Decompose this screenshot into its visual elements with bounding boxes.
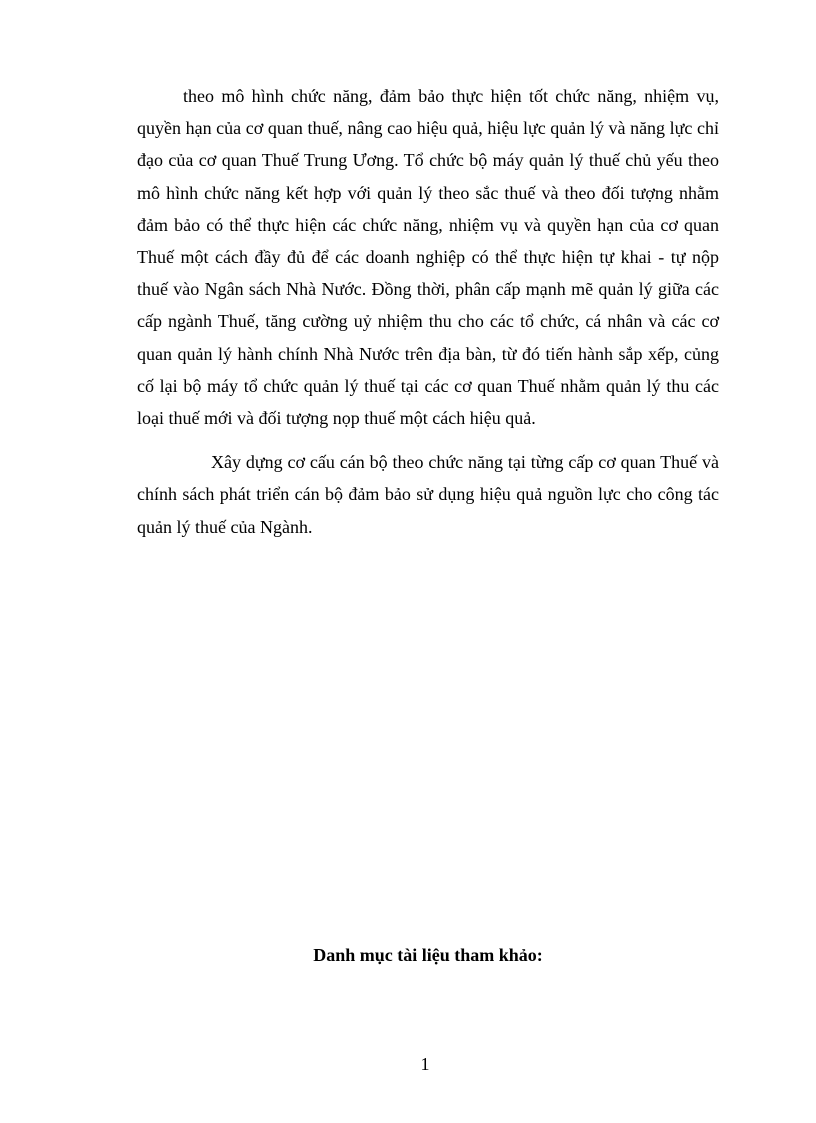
references-heading: Danh mục tài liệu tham khảo: [313, 945, 543, 965]
paragraph-2: Xây dựng cơ cấu cán bộ theo chức năng tại từng cấp cơ quan Thuế và chính sách phát triển cán bộ đảm bảo sử dụng hiệu quả nguồn lực cho công tác quản lý thuế của Ngành. [137, 452, 719, 537]
body-text [137, 80, 719, 543]
paragraph-1: theo mô hình chức năng, đảm bảo thực hiện tốt chức năng, nhiệm vụ, quyền hạn của cơ quan thuế, nâng cao hiệu quả, hiệu lực quản lý và năng lực chỉ đạo của cơ quan Thuế Trung Ương. Tổ chức bộ máy quản lý thuế chủ yếu theo mô hình chức năng kết hợp với quản lý theo sắc thuế và theo đối tượng nhằm đảm bảo có thể thực hiện các chức năng, nhiệm vụ và quyền hạn của cơ quan Thuế một cách đầy đủ để các doanh nghiệp có thể thực hiện tự khai - tự nộp thuế vào Ngân sách Nhà Nước. Đồng thời, phân cấp mạnh mẽ quản lý giữa các cấp ngành Thuế, tăng cường uỷ nhiệm thu cho các tổ chức, cá nhân và các cơ quan quản lý hành chính Nhà Nước trên địa bàn, từ đó tiến hành sắp xếp, củng cố lại bộ máy tổ chức quản lý thuế tại các cơ quan Thuế nhằm quản lý thu các loại thuế mới và đối tượng nọp thuế một cách hiệu quả. [137, 86, 719, 429]
page-number: 1 [420, 1054, 430, 1074]
